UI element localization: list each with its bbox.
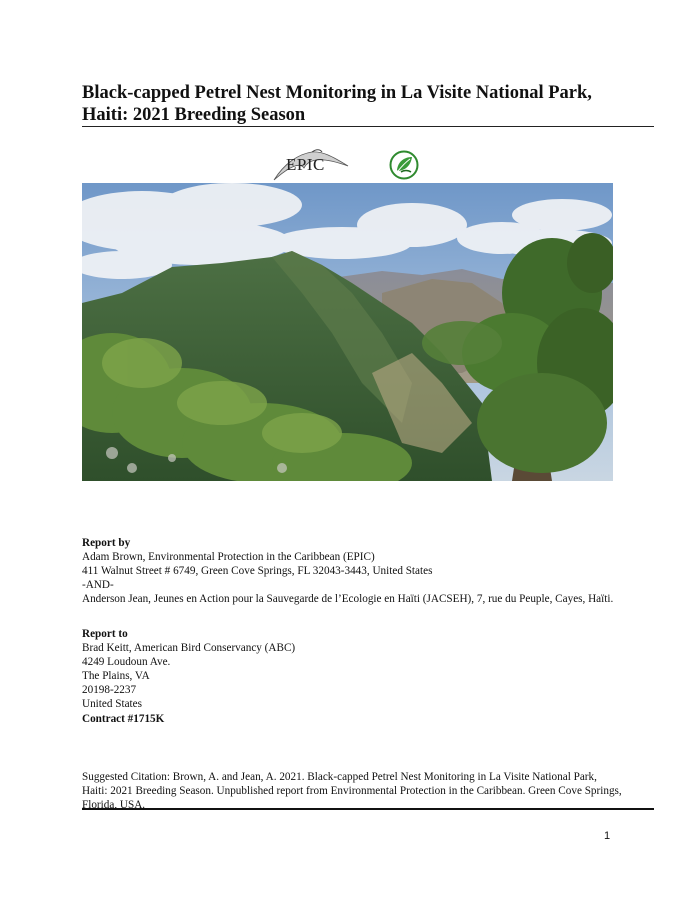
report-to-city: The Plains, VA <box>82 670 150 683</box>
report-to-recipient: Brad Keitt, American Bird Conservancy (ABC) <box>82 642 296 655</box>
page-number: 1 <box>604 830 611 842</box>
report-by-section <box>82 536 642 606</box>
report-to-contract: Contract #1715K <box>82 712 165 725</box>
report-to-zip: 20198-2237 <box>82 684 137 697</box>
citation-text: Suggested Citation: Brown, A. and Jean, A. 2021. Black-capped Petrel Nest Monitoring in La Visite National Park, Haiti: 2021 Breeding Season. Unpublished report from Environmental Protection in the Caribbean. Green Cove Springs, Florida, USA. <box>82 771 622 812</box>
report-to-country: United States <box>82 698 142 711</box>
report-by-address-1: 411 Walnut Street # 6749, Green Cove Springs, FL 32043-3443, United States <box>82 565 433 578</box>
mountain-landscape-photo <box>82 183 613 481</box>
title-rule <box>82 126 654 127</box>
report-by-separator: -AND- <box>82 579 114 592</box>
jacseh-leaf-icon <box>389 150 419 180</box>
title-line-2: Haiti: 2021 Breeding Season <box>82 105 306 125</box>
epic-logo-text: EPIC <box>286 155 325 174</box>
bottom-rule <box>82 808 654 810</box>
report-to-heading: Report to <box>82 628 128 640</box>
jacseh-logo <box>389 150 419 180</box>
report-by-author-1: Adam Brown, Environmental Protection in the Caribbean (EPIC) <box>82 551 375 564</box>
cover-photo <box>82 183 613 481</box>
report-to-street: 4249 Loudoun Ave. <box>82 656 171 669</box>
report-by-author-2: Anderson Jean, Jeunes en Action pour la Sauvegarde de l’Ecologie en Haïti (JACSEH), 7, rue du Peuple, Cayes, Haïti. <box>82 593 614 606</box>
document-title <box>82 82 642 126</box>
report-by-heading: Report by <box>82 537 131 549</box>
suggested-citation <box>82 770 622 812</box>
title-line-1: Black-capped Petrel Nest Monitoring in La Visite National Park, <box>82 83 592 103</box>
report-to-section <box>82 627 642 726</box>
epic-logo <box>272 146 350 184</box>
